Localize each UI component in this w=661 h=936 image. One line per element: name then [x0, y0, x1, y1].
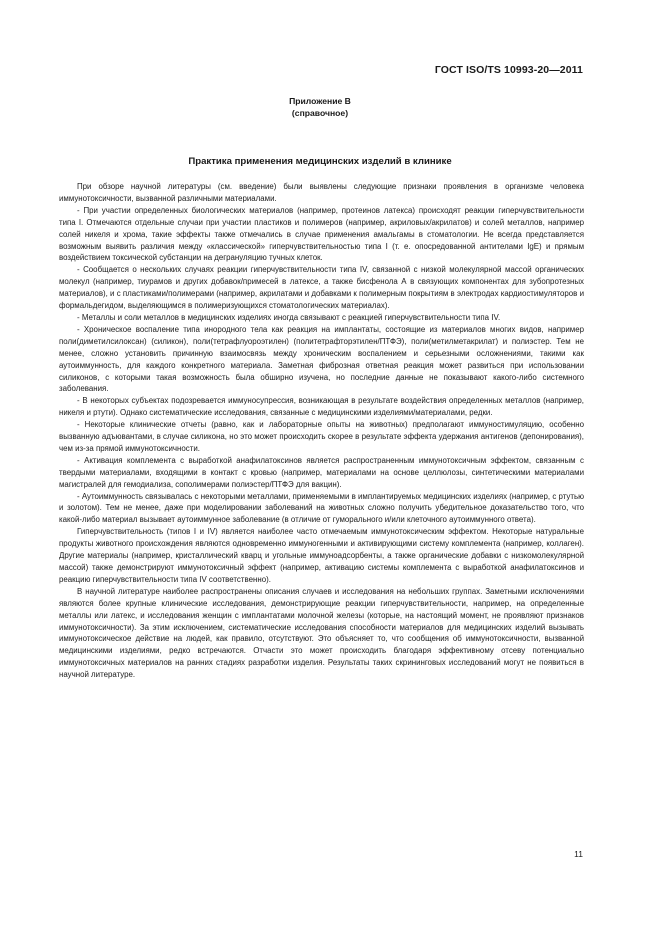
- paragraph: - Хроническое воспаление типа инородного тела как реакция на имплантаты, состоящие из материалов многих видов, например поли(диметилсилоксан) (силикон), поли(тетрафлуороэтилен) (политетрафторэтилен/ПТФЭ), поли(метилметакрилат) и полиэстер. Тем не менее, сложно установить причинную взаимосвязь между хроническим воспалением и серьезными осложнениями, такими как аутоиммунность, для каждого конкретного материала. Заметная фиброзная ответная реакция может развиться при использовании силиконов, с которыми такая возможность была обширно изучена, но последние данные не показывают какого-либо системного заболевания.: [59, 324, 584, 394]
- paragraph: - Сообщается о нескольких случаях реакции гиперчувствительности типа IV, связанной с низкой молекулярной массой органических молекул (например, тиурамов и других добавок/примесей в латексе, а также бисфенола А в связующих компонентах для зубопротезных материалов), и с пластиками/полимерами (например, акрилатами и добавками к полимерным покрытиям в электродах кардиостимуляторов и формальдегидом, выделяющимся в полимеризующихся стоматологических материалах).: [59, 265, 584, 311]
- annex-subtitle: (справочное): [291, 108, 349, 118]
- page-number: 11: [574, 849, 583, 859]
- paragraph: - В некоторых субъектах подозревается иммуносупрессия, возникающая в результате воздействия определенных металлов (например, никеля и ртути). Однако систематические исследования, связанные с медицинскими изделиями/материалами, редки.: [59, 396, 584, 418]
- paragraph: - Аутоиммунность связывалась с некоторыми металлами, применяемыми в имплантируемых медицинских изделиях (например, с ртутью и золотом). Тем не менее, даже при моделировании заболеваний на животных сложно получить убедительное доказательство того, что какой-либо материал вызывает аутоиммунное заболевание (в отличие от гуморального и/или клеточного аутоиммунного ответа).: [59, 491, 584, 525]
- annex-title: Приложение В: [289, 96, 351, 106]
- paragraph: - Металлы и соли металлов в медицинских изделиях иногда связывают с реакцией гиперчувствительности типа IV.: [77, 312, 501, 322]
- paragraph: - Активация комплемента с выработкой анафилатоксинов является распространенным иммунотоксичным эффектом, связанным с твердыми материалами, входящими в контакт с кровью (например, материалами на основе целлюлозы, синтетическими материалами магистралей для гемодиализа, сополимерами полиэстер/ПТФЭ для вакцин).: [59, 455, 584, 489]
- paragraph: Гиперчувствительность (типов I и IV) является наиболее часто отмечаемым иммунотоксическим эффектом. Некоторые натуральные продукты животного происхождения являются одновременно иммуногенными и активирующими систему комплемента (например, коллаген). Другие материалы (например, кристаллический кварц и угольные иммуноадсорбенты, а также органические добавки с низкомолекулярной массой) также демонстрируют иммунотоксичный эффект (например, активацию системы комплемента с выработкой анафилатоксинов и реакцию гиперчувствительности типа IV соответственно).: [59, 527, 584, 584]
- body-text: [59, 181, 584, 681]
- paragraph: - Некоторые клинические отчеты (равно, как и лабораторные опыты на животных) предполагают иммуностимуляцию, особенно вызванную адъювантами, в случае силикона, но это может происходить скорее в результате эффекта удержания антигенов (депонирования), чем из-за прямой иммунотоксичности.: [59, 420, 584, 453]
- paragraph: В научной литературе наиболее распространены описания случаев и исследования на небольших группах. Заметными исключениями являются более крупные клинические исследования, демонстрирующие реакции гиперчувствительности, например, на определенные металлы или латекс, и исследования женщин с имплантатами молочной железы (которые, на настоящий момент, не проявляют признаков иммунотоксичности). За этим исключением, систематические исследования способности материалов для медицинских изделий вызывать иммунотоксическое действие на людей, как правило, отсутствуют. Это объясняет то, что сообщения об иммунотоксичности, вызванной медицинскими изделиями, редко встречаются. Отчасти это может происходить благодаря эффективному отсеву потенциально иммунотоксичных материалов на ранних стадиях разработки изделия. Результаты таких скрининговых исследований могут не появиться в научной литературе.: [59, 586, 584, 680]
- document-code: ГОСТ ISO/TS 10993-20—2011: [434, 64, 583, 76]
- paragraph: - При участии определенных биологических материалов (например, протеинов латекса) происходят реакции гиперчувствительности типа I. Отмечаются отдельные случаи при участии пластиков и полимеров (например, акриловых/акрилатов) и солей металлов, например солей никеля и хрома, такие эффекты также отмечались в случае применения амальгамы в стоматологии. Не всегда представляется возможным выявить различия между «классической» гиперчувствительностью типа I (т. е. опосредованной антителами IgE) и прямым воздействием токсической субстанции на дегрануляцию тучных клеток.: [59, 205, 584, 263]
- annex-heading: [0, 95, 640, 119]
- section-title: Практика применения медицинских изделий в клинике: [188, 156, 452, 167]
- paragraph: При обзоре научной литературы (см. введение) были выявлены следующие признаки проявления в организме человека иммунотоксичности, вызванной различными материалами.: [59, 182, 584, 203]
